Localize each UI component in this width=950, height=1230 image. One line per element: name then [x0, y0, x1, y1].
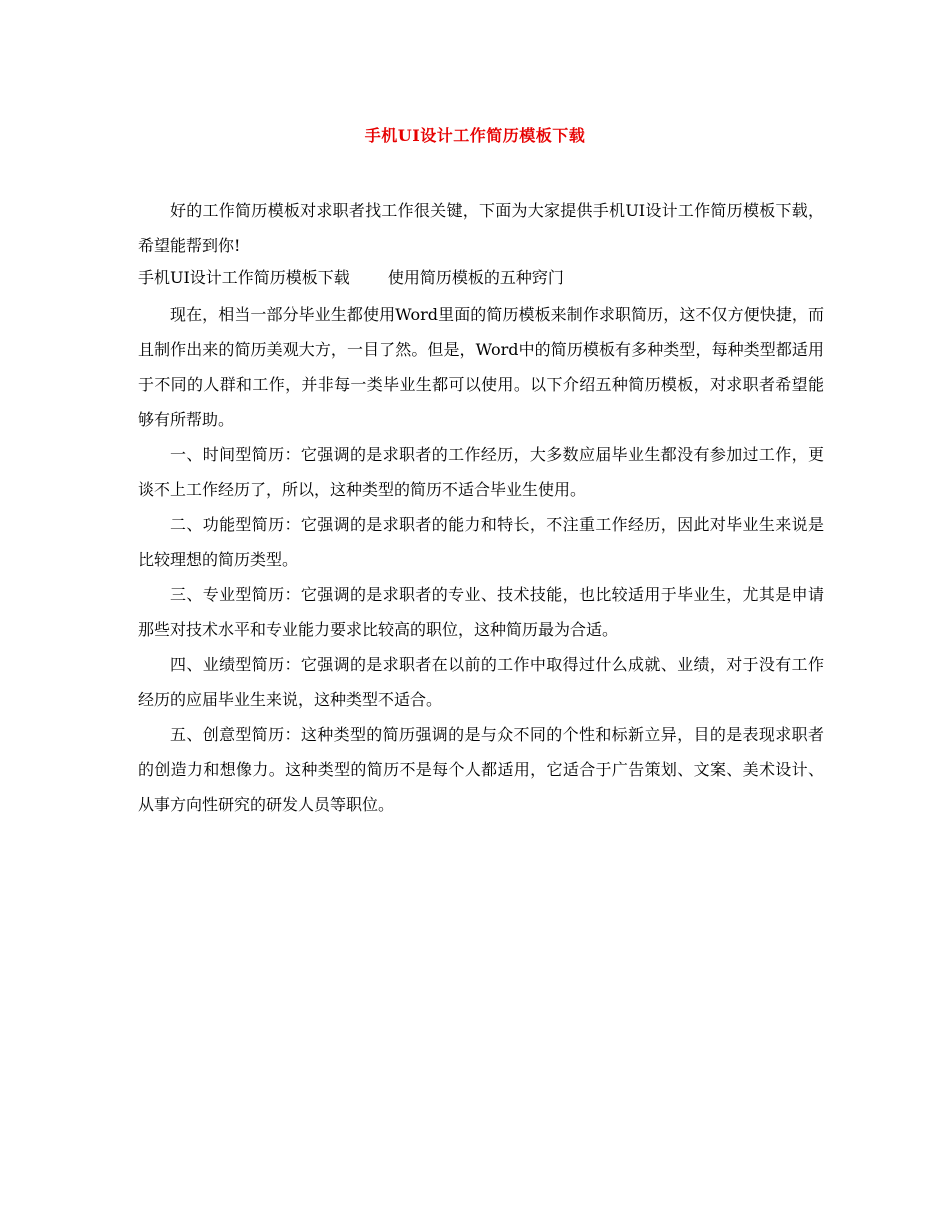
subheading-right: 使用简历模板的五种窍门	[387, 268, 564, 287]
paragraph-functional-resume: 二、功能型简历：它强调的是求职者的能力和特长，不注重工作经历，因此对毕业生来说是比较理想的简历类型。	[138, 515, 824, 569]
intro-paragraph: 好的工作简历模板对求职者找工作很关键，下面为大家提供手机UI设计工作简历模板下载，希望能帮到你!	[138, 201, 824, 255]
paragraph-chronological-resume: 一、时间型简历：它强调的是求职者的工作经历，大多数应届毕业生都没有参加过工作，更谈不上工作经历了，所以，这种类型的简历不适合毕业生使用。	[138, 445, 824, 499]
paragraph-achievement-resume: 四、业绩型简历：它强调的是求职者在以前的工作中取得过什么成就、业绩，对于没有工作经历的应届毕业生来说，这种类型不适合。	[138, 655, 824, 709]
paragraph-professional-resume: 三、专业型简历：它强调的是求职者的专业、技术技能，也比较适用于毕业生，尤其是申请那些对技术水平和专业能力要求比较高的职位，这种简历最为合适。	[138, 585, 824, 639]
document-body	[138, 193, 824, 822]
paragraph-overview: 现在，相当一部分毕业生都使用Word里面的简历模板来制作求职简历，这不仅方便快捷，而且制作出来的简历美观大方，一目了然。但是，Word中的简历模板有多种类型，每种类型都适用于不同的人群和工作，并非每一类毕业生都可以使用。以下介绍五种简历模板，对求职者希望能够有所帮助。	[138, 305, 824, 429]
subheading-left: 手机UI设计工作简历模板下载	[138, 268, 350, 287]
subheading-line	[138, 263, 824, 293]
document-title: 手机UI设计工作简历模板下载	[364, 126, 586, 145]
paragraph-creative-resume: 五、创意型简历：这种类型的简历强调的是与众不同的个性和标新立异，目的是表现求职者的创造力和想像力。这种类型的简历不是每个人都适用，它适合于广告策划、文案、美术设计、从事方向性研究的研发人员等职位。	[138, 725, 824, 814]
